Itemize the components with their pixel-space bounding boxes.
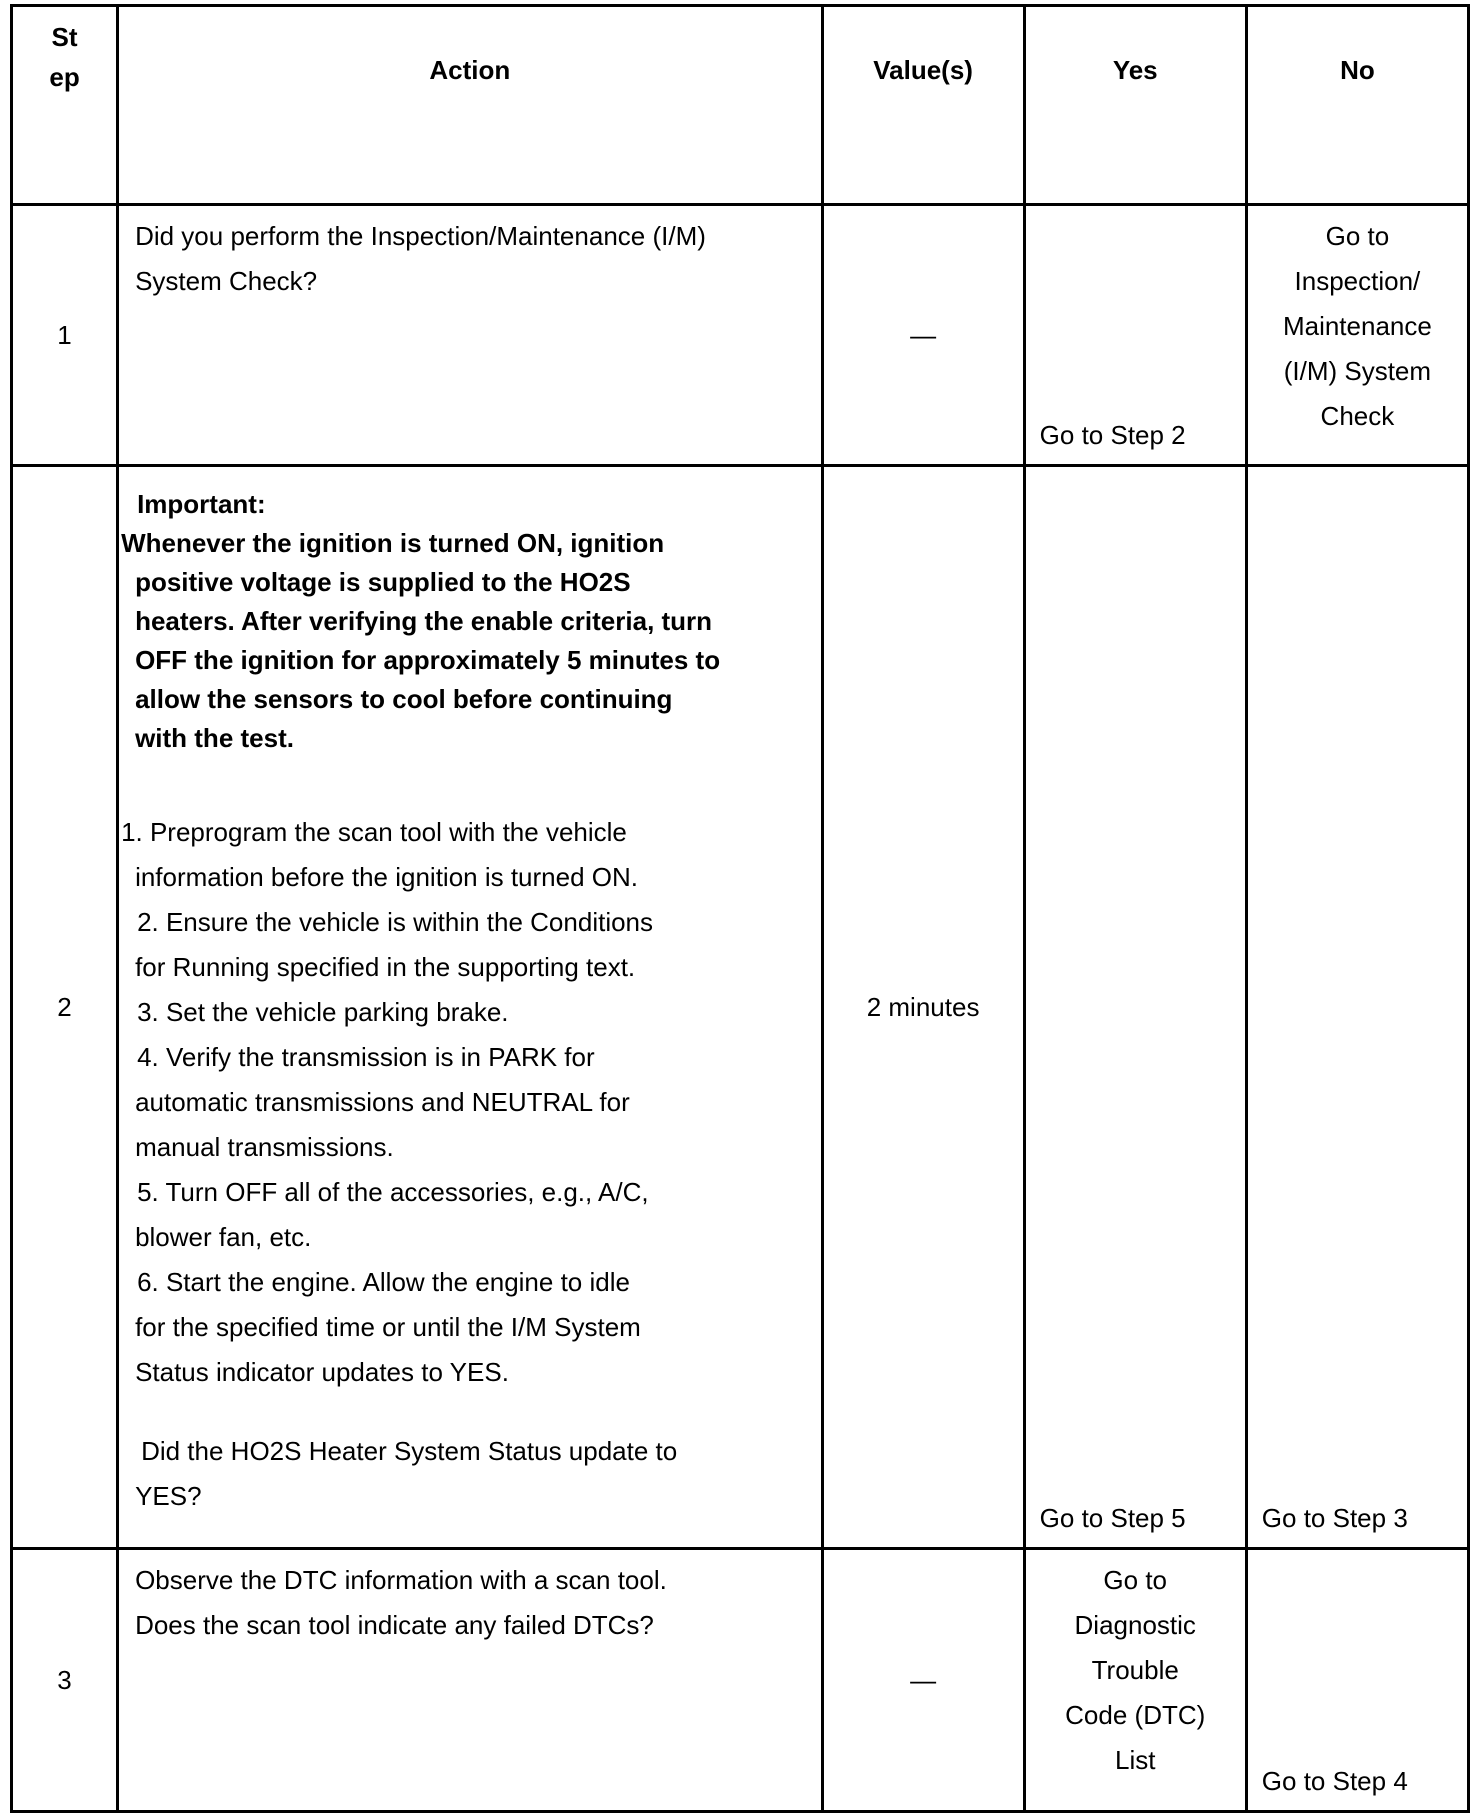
procedure-line: 6. Start the engine. Allow the engine to idle (137, 1267, 630, 1297)
step-number: 3 (12, 1549, 118, 1812)
important-line: heaters. After verifying the enable criteria, turn (135, 606, 713, 636)
no-cell: Go to Step 4 (1246, 1549, 1468, 1812)
step-number: 2 (12, 466, 118, 1549)
procedure-line: manual transmissions. (135, 1132, 394, 1162)
table-row (12, 205, 1469, 466)
no-line: (I/M) System (1283, 356, 1432, 386)
question-line: YES? (135, 1481, 202, 1511)
table-row (12, 466, 1469, 1549)
header-step-line1: St (51, 22, 78, 52)
action-line: Does the scan tool indicate any failed DTCs? (135, 1610, 654, 1640)
procedure-line: for Running specified in the supporting text. (135, 952, 636, 982)
question-line: Did the HO2S Heater System Status update to (141, 1436, 678, 1466)
value-cell: — (822, 1549, 1024, 1812)
important-line: with the test. (135, 723, 294, 753)
yes-line: Diagnostic (1074, 1610, 1196, 1640)
yes-cell (1024, 1549, 1246, 1812)
action-line: Observe the DTC information with a scan tool. (135, 1565, 667, 1595)
step-number: 1 (12, 205, 118, 466)
procedure-line: 5. Turn OFF all of the accessories, e.g., A/C, (137, 1177, 649, 1207)
procedure-line: Status indicator updates to YES. (135, 1357, 509, 1387)
yes-cell: Go to Step 5 (1024, 466, 1246, 1549)
value-cell: 2 minutes (822, 466, 1024, 1549)
action-line: System Check? (135, 266, 318, 296)
header-step (12, 6, 118, 205)
header-step-line2: ep (49, 62, 80, 92)
action-cell (118, 205, 822, 466)
yes-line: Trouble (1091, 1655, 1179, 1685)
no-cell (1246, 205, 1468, 466)
procedure-line: 1. Preprogram the scan tool with the vehicle (121, 817, 627, 847)
yes-cell: Go to Step 2 (1024, 205, 1246, 466)
yes-line: Go to (1103, 1565, 1168, 1595)
diagnostic-table (10, 4, 1470, 1813)
procedure-line: 4. Verify the transmission is in PARK for (137, 1042, 595, 1072)
table-row (12, 1549, 1469, 1812)
yes-line: List (1114, 1745, 1156, 1775)
action-cell (118, 1549, 822, 1812)
header-no: No (1246, 6, 1468, 205)
procedure-line: 3. Set the vehicle parking brake. (137, 997, 509, 1027)
action-cell (118, 466, 822, 1549)
yes-line: Code (DTC) (1065, 1700, 1206, 1730)
no-line: Check (1320, 401, 1395, 431)
no-cell: Go to Step 3 (1246, 466, 1468, 1549)
important-line: Whenever the ignition is turned ON, ignition (121, 528, 665, 558)
no-line: Go to (1325, 221, 1390, 251)
action-line: Did you perform the Inspection/Maintenance (I/M) (135, 221, 706, 251)
header-yes: Yes (1024, 6, 1246, 205)
important-title: Important: (137, 489, 266, 519)
important-line: OFF the ignition for approximately 5 minutes to (135, 645, 721, 675)
procedure-line: 2. Ensure the vehicle is within the Conditions (137, 907, 654, 937)
important-line: allow the sensors to cool before continuing (135, 684, 673, 714)
procedure-line: information before the ignition is turned ON. (135, 862, 638, 892)
procedure-line: automatic transmissions and NEUTRAL for (135, 1087, 630, 1117)
header-row (12, 6, 1469, 205)
no-line: Maintenance (1282, 311, 1432, 341)
no-line: Inspection/ (1294, 266, 1421, 296)
important-line: positive voltage is supplied to the HO2S (135, 567, 631, 597)
procedure-line: blower fan, etc. (135, 1222, 312, 1252)
value-cell: — (822, 205, 1024, 466)
header-values: Value(s) (822, 6, 1024, 205)
procedure-line: for the specified time or until the I/M System (135, 1312, 641, 1342)
header-action: Action (118, 6, 822, 205)
